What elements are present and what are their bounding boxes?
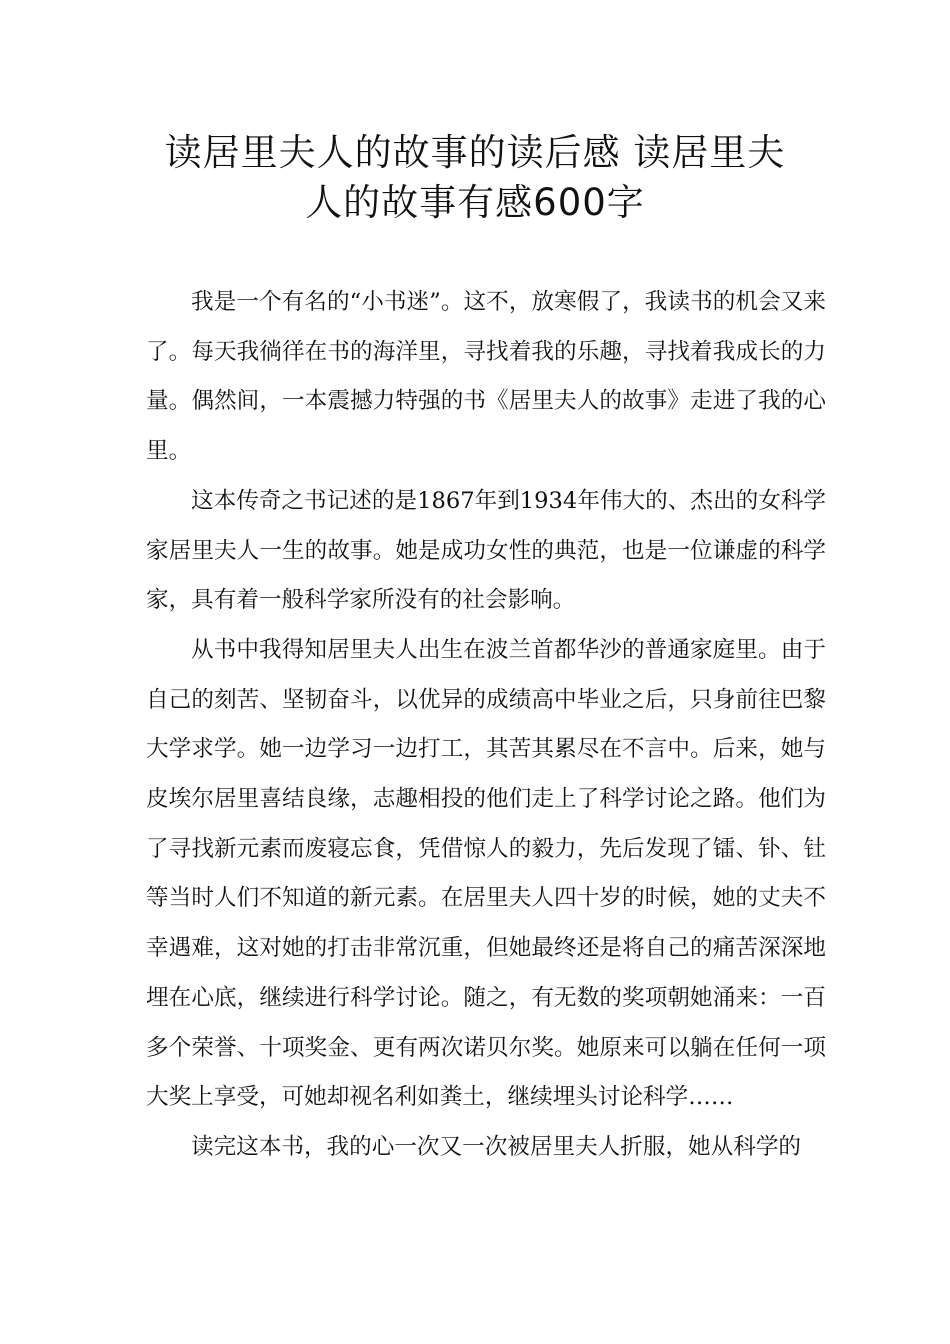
- paragraph-2: 这本传奇之书记述的是1867年到1934年伟大的、杰出的女科学家居里夫人一生的故事。她是成功女性的典范，也是一位谦虚的科学家，具有着一般科学家所没有的社会影响。: [146, 487, 826, 614]
- document-title: [130, 128, 820, 228]
- document-body: [146, 278, 826, 1173]
- paragraph-4: 读完这本书，我的心一次又一次被居里夫人折服，她从科学的: [191, 1133, 802, 1160]
- paragraph-3: 从书中我得知居里夫人出生在波兰首都华沙的普通家庭里。由于自己的刻苦、坚韧奋斗，以优异的成绩高中毕业之后，只身前往巴黎大学求学。她一边学习一边打工，其苦其累尽在不言中。后来，她与皮埃尔居里喜结良缘，志趣相投的他们走上了科学讨论之路。他们为了寻找新元素而废寝忘食，凭借惊人的毅力，先后发现了镭、钋、钍等当时人们不知道的新元素。在居里夫人四十岁的时候，她的丈夫不幸遇难，这对她的打击非常沉重，但她最终还是将自己的痛苦深深地埋在心底，继续进行科学讨论。随之，有无数的奖项朝她涌来：一百多个荣誉、十项奖金、更有两次诺贝尔奖。她原来可以躺在任何一项大奖上享受，可她却视名利如粪土，继续埋头讨论科学……: [146, 636, 826, 1111]
- title-line-1: 读居里夫人的故事的读后感 读居里夫: [164, 131, 786, 174]
- title-line-2: 人的故事有感600字: [305, 181, 645, 224]
- paragraph-1: 我是一个有名的“小书迷”。这不，放寒假了，我读书的机会又来了。每天我徜徉在书的海洋里，寻找着我的乐趣，寻找着我成长的力量。偶然间，一本震撼力特强的书《居里夫人的故事》走进了我的心里。: [146, 289, 826, 465]
